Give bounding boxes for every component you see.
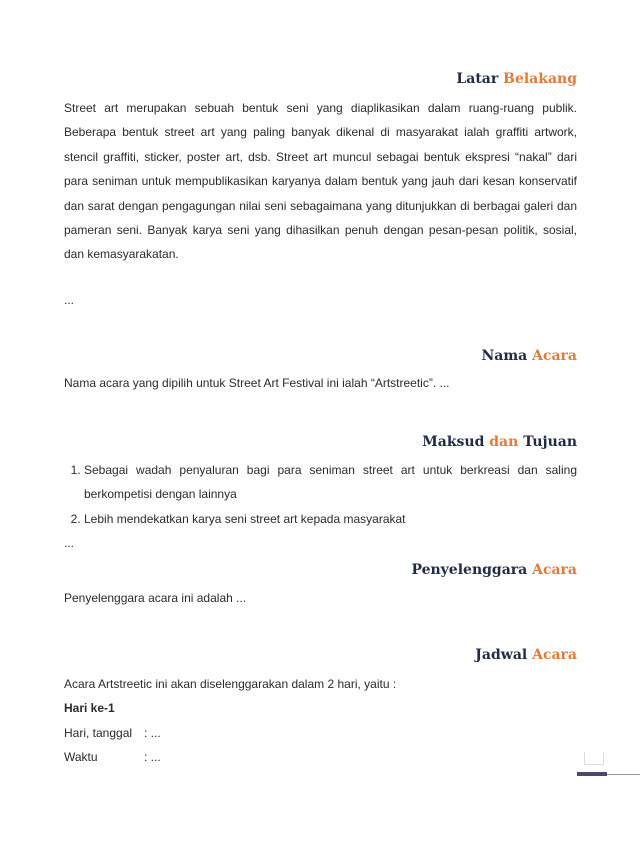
latar-paragraph: Street art merupakan sebuah bentuk seni yang diaplikasikan dalam ruang-ruang publik. Beberapa bentuk street art yang paling banyak dikenal di masyarakat ialah graffiti artwork, stencil graffiti, sticker, poster art, dsb. Street art muncul sebagai bentuk ekspresi “nakal” dari para seniman untuk mempublikasikan karyanya dalam bentuk yang jauh dari kesan konservatif dan sarat dengan pengagungan nilai seni sebagaimana yang ditunjukkan di berbagai galeri dan pameran seni. Banyak karya seni yang dihasilkan penuh dengan pesan-pesan politik, sosial, dan kemasyarakatan. [64,101,577,262]
penyelenggara-text: Penyelenggara acara ini adalah ... [64,591,247,605]
jadwal-intro: Acara Artstreetic ini akan diselenggarakan dalam 2 hari, yaitu : [64,677,397,691]
heading-accent: dan [489,434,519,450]
heading-word: Nama [481,348,528,364]
heading-accent: Belakang [503,71,577,87]
footer-bar [577,772,607,776]
footer-line [607,774,640,775]
heading-latar-belakang [456,69,577,89]
ellipsis: ... [64,536,75,551]
heading-word: Penyelenggara [411,562,528,578]
maksud-list [64,458,577,556]
row-key: Waktu [64,750,98,765]
jadwal-block [64,672,577,770]
heading-nama-acara [481,346,577,366]
day-label: Hari ke-1 [64,701,115,716]
list-item: 2. Lebih mendekatkan karya seni street art kepada masyarakat [84,507,577,531]
page-icon [584,752,604,765]
heading-word: Jadwal [475,647,528,663]
row-value: : ... [144,750,161,765]
schedule-row [64,721,577,745]
ellipsis: ... [64,293,75,307]
heading-word: Latar [456,71,499,87]
row-value: : ... [144,725,161,740]
heading-accent: Acara [532,562,577,578]
list-item: 1. Sebagai wadah penyaluran bagi para seniman street art untuk berkreasi dan saling berkompetisi dengan lainnya [84,458,577,507]
heading-accent: Acara [532,348,577,364]
schedule-row [64,745,577,769]
nama-text: Nama acara yang dipilih untuk Street Art Festival ini ialah “Artstreetic”. ... [64,376,450,390]
heading-word: Tujuan [523,434,577,450]
heading-word: Maksud [422,434,485,450]
heading-penyelenggara [411,560,577,580]
heading-maksud-tujuan [422,432,577,452]
heading-accent: Acara [532,647,577,663]
row-key: Hari, tanggal [64,725,133,740]
heading-jadwal [475,645,577,665]
